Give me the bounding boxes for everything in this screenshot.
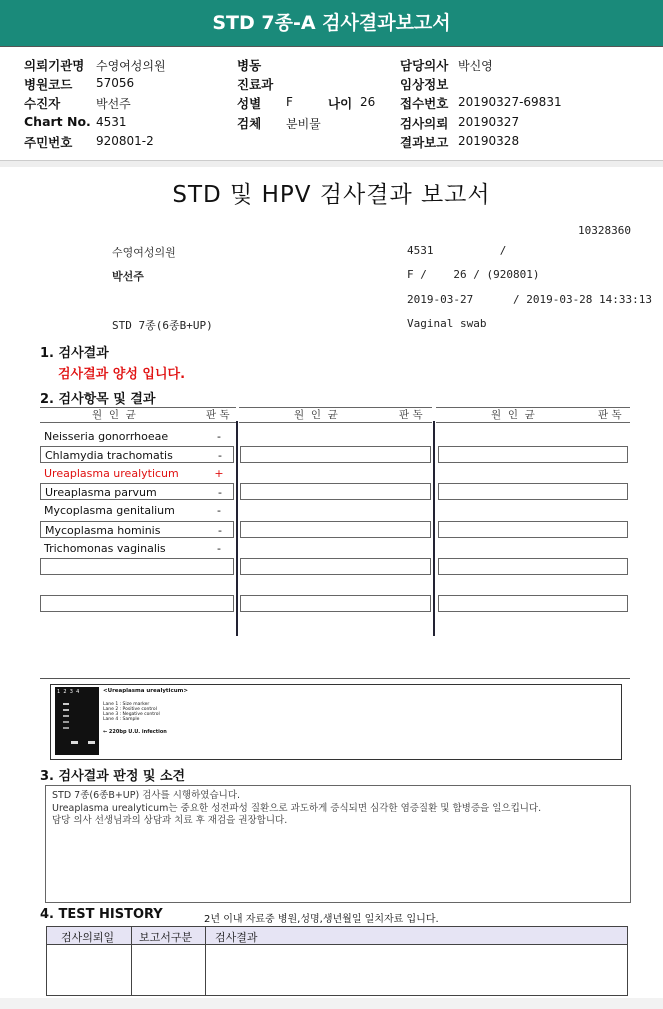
value-sex: F xyxy=(286,95,293,109)
organism-result: - xyxy=(218,524,222,537)
table-row xyxy=(40,483,234,500)
table-header-col3 xyxy=(436,407,630,423)
table-row xyxy=(40,446,234,463)
section4-note: 2년 이내 자료중 병원,성명,생년월일 일치자료 입니다. xyxy=(204,914,439,925)
value-report-date: 20190328 xyxy=(458,134,520,148)
table-row-positive xyxy=(40,465,234,482)
empty-row xyxy=(240,558,431,575)
history-col-divider xyxy=(131,927,132,995)
report-chart: 4531 / xyxy=(407,244,507,257)
gel-legend-item: Lane 3 : Negative control xyxy=(103,712,160,717)
header-organism: 원 인 균 xyxy=(491,409,535,421)
organism-result: - xyxy=(218,486,222,499)
value-resident-no: 920801-2 xyxy=(96,134,154,148)
organism-result: - xyxy=(218,449,222,462)
positive-control-band xyxy=(71,741,78,744)
report-code: 10328360 xyxy=(578,224,631,237)
opinion-line: STD 7종(6종B+UP) 검사를 시행하였습니다. xyxy=(52,790,241,801)
history-header-row xyxy=(47,927,627,945)
report-name: 박선주 xyxy=(112,270,144,283)
value-request-date: 20190327 xyxy=(458,115,520,129)
sample-band xyxy=(88,741,95,744)
table-row xyxy=(40,540,234,557)
label-doctor: 담당의사 xyxy=(400,58,449,73)
header-result: 판 독 xyxy=(206,409,230,421)
report-hospital: 수영여성의원 xyxy=(112,246,176,259)
value-age: 26 xyxy=(360,95,376,109)
organism-name: Mycoplasma genitalium xyxy=(44,504,175,517)
value-hospital-code: 57056 xyxy=(96,76,135,90)
header-result: 판 독 xyxy=(399,409,423,421)
header-organism: 원 인 균 xyxy=(92,409,136,421)
history-col-date: 검사의뢰일 xyxy=(61,931,115,944)
section4-heading: 4. TEST HISTORY xyxy=(40,907,163,922)
opinion-line: 담당 의사 선생님과의 상담과 치료 후 재검을 권장합니다. xyxy=(52,815,288,826)
label-receipt-no: 접수번호 xyxy=(400,96,449,111)
value-doctor: 박신영 xyxy=(458,59,493,73)
label-ward: 병동 xyxy=(237,58,262,73)
opinion-line: Ureaplasma urealyticum는 중요한 성전파성 질환으로 과도하게 증식되면 심각한 염증질환 및 합병증을 일으킵니다. xyxy=(52,802,542,814)
label-patient: 수진자 xyxy=(24,96,61,111)
gel-title: <Ureaplasma urealyticum> xyxy=(103,688,188,694)
label-hospital-code: 병원코드 xyxy=(24,77,73,92)
empty-row xyxy=(40,558,234,575)
table-bottom-line xyxy=(40,678,630,679)
marker-band xyxy=(63,715,69,717)
empty-row xyxy=(438,558,628,575)
gel-legend-item: Lane 2 : Positive control xyxy=(103,707,157,712)
label-sex: 성별 xyxy=(237,96,262,111)
organism-name: Trichomonas vaginalis xyxy=(44,542,166,555)
history-col-divider xyxy=(205,927,206,995)
label-resident-no: 주민번호 xyxy=(24,135,73,150)
empty-row xyxy=(438,521,628,538)
marker-band xyxy=(63,727,69,729)
empty-row xyxy=(240,595,431,612)
empty-row xyxy=(438,446,628,463)
label-age: 나이 xyxy=(328,96,353,111)
column-divider xyxy=(236,421,238,636)
organism-name: Chlamydia trachomatis xyxy=(45,449,173,462)
report-main-title: STD 및 HPV 검사결과 보고서 xyxy=(172,182,491,208)
organism-name: Mycoplasma hominis xyxy=(45,524,161,537)
header-organism: 원 인 균 xyxy=(294,409,338,421)
table-row xyxy=(40,428,234,445)
label-chart-no: Chart No. xyxy=(24,114,91,129)
label-department: 진료과 xyxy=(237,77,274,92)
section3-heading: 3. 검사결과 판정 및 소견 xyxy=(40,769,186,784)
empty-row xyxy=(438,483,628,500)
empty-row xyxy=(40,595,234,612)
organism-result: - xyxy=(217,430,221,443)
value-chart-no: 4531 xyxy=(96,115,127,129)
gel-lane-numbers: 1 2 3 4 xyxy=(57,689,80,695)
section2-heading: 2. 검사항목 및 결과 xyxy=(40,392,156,407)
header-result: 판 독 xyxy=(598,409,622,421)
empty-row xyxy=(240,446,431,463)
organism-result: - xyxy=(217,542,221,555)
report-specimen: Vaginal swab xyxy=(407,317,487,330)
report-patient: F / 26 / (920801) xyxy=(407,268,540,281)
organism-result: + xyxy=(214,467,224,480)
empty-row xyxy=(240,521,431,538)
gel-legend xyxy=(103,702,160,722)
marker-band xyxy=(63,721,69,723)
report-title-bar: STD 7종-A 검사결과보고서 xyxy=(0,0,663,47)
report-test: STD 7종(6종B+UP) xyxy=(112,319,213,332)
gel-image-frame xyxy=(50,684,622,760)
table-row xyxy=(40,521,234,538)
value-receipt-no: 20190327-69831 xyxy=(458,95,562,109)
label-hospital: 의뢰기관명 xyxy=(24,58,85,73)
value-patient: 박선주 xyxy=(96,97,131,111)
gel-legend-item: Lane 4 : Sample xyxy=(103,717,140,722)
gel-electrophoresis-image xyxy=(55,687,99,755)
gel-legend-item: Lane 1 : Size marker xyxy=(103,702,150,707)
gel-band-label: ← 220bp U.U. infection xyxy=(103,729,167,735)
label-clinical-info: 임상정보 xyxy=(400,77,449,92)
marker-band xyxy=(63,703,69,705)
section1-heading: 1. 검사결과 xyxy=(40,346,109,361)
opinion-box xyxy=(45,785,631,903)
history-table xyxy=(46,926,628,996)
page-bottom-strip xyxy=(0,998,663,1009)
empty-row xyxy=(438,595,628,612)
history-col-result: 검사결과 xyxy=(215,931,258,944)
organism-name: Ureaplasma parvum xyxy=(45,486,157,499)
report-dates: 2019-03-27 / 2019-03-28 14:33:13 xyxy=(407,293,653,306)
label-specimen: 검체 xyxy=(237,116,262,131)
label-request-date: 검사의뢰 xyxy=(400,116,449,131)
section1-result: 검사결과 양성 입니다. xyxy=(58,367,186,382)
organism-result: - xyxy=(217,504,221,517)
column-divider xyxy=(433,421,435,636)
history-col-type: 보고서구분 xyxy=(139,931,193,944)
marker-band xyxy=(63,709,69,711)
table-row xyxy=(40,502,234,519)
organism-name: Ureaplasma urealyticum xyxy=(44,467,179,480)
section-divider xyxy=(0,160,663,167)
table-header-col1 xyxy=(40,407,236,423)
organism-name: Neisseria gonorrhoeae xyxy=(44,430,169,443)
value-specimen: 분비물 xyxy=(286,117,321,131)
value-hospital: 수영여성의원 xyxy=(96,59,166,73)
empty-row xyxy=(240,483,431,500)
table-header-col2 xyxy=(239,407,432,423)
label-report-date: 결과보고 xyxy=(400,135,449,150)
